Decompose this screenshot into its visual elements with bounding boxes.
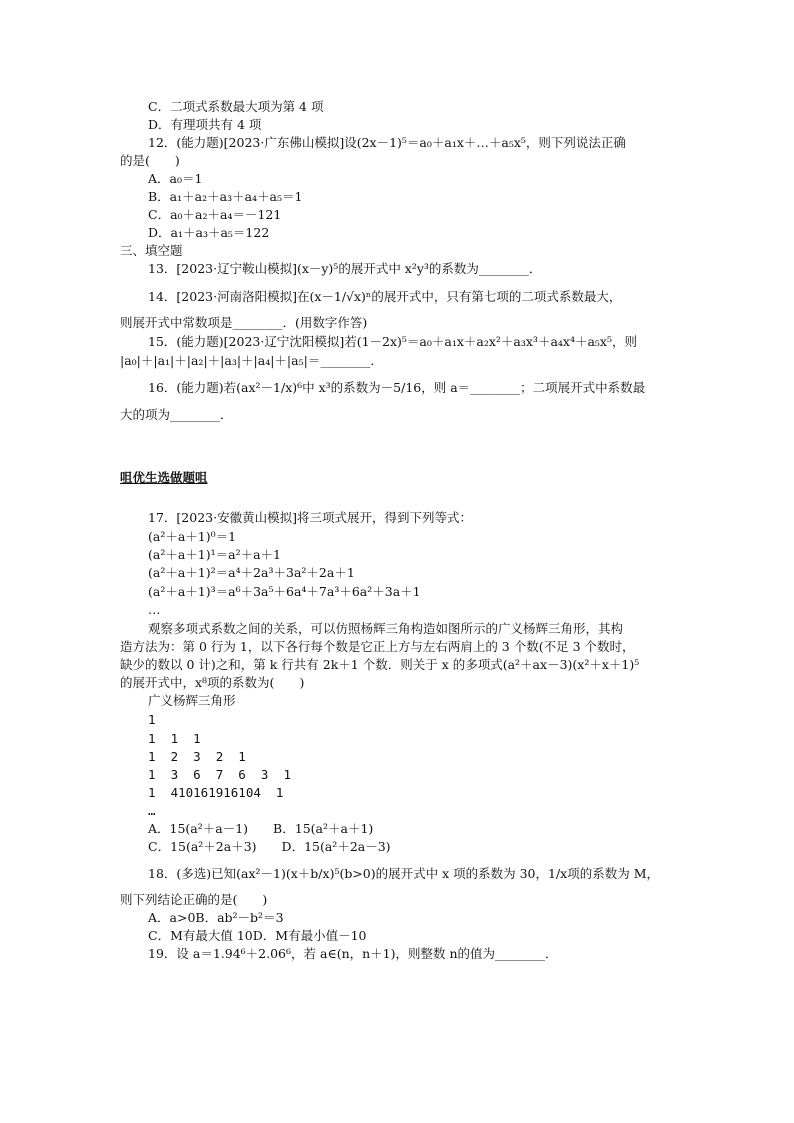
- section-heading: 咀优生选做题咀: [120, 470, 208, 485]
- question-13: 13．[2023·辽宁鞍山模拟](x－y)⁵的展开式中 x²y³的系数为________．: [148, 261, 542, 276]
- question-15: 15．(能力题)[2023·辽宁沈阳模拟]若(1－2x)⁵＝a₀＋a₁x＋a₂x²＋a₃x³＋a₄x⁴＋a₅x⁵，则: [148, 334, 637, 349]
- question-12: 12．(能力题)[2023·广东佛山模拟]设(2x－1)⁵＝a₀＋a₁x＋…＋a₅x⁵，则下列说法正确: [148, 135, 626, 150]
- triangle-row-3: 1 3 6 7 6 3 1: [148, 767, 291, 782]
- option-c-q12: C．a₀＋a₂＋a₄＝－121: [148, 207, 282, 222]
- expansion-1: (a²＋a＋1)¹＝a²＋a＋1: [148, 547, 282, 562]
- expansion-2: (a²＋a＋1)²＝a⁴＋2a³＋3a²＋2a＋1: [148, 565, 355, 580]
- triangle-row-1: 1 1 1: [148, 731, 201, 746]
- question-12-cont: 的是( ): [120, 153, 180, 168]
- question-15-cont: |a₀|＋|a₁|＋|a₂|＋|a₃|＋|a₄|＋|a₅|＝________．: [120, 353, 383, 368]
- section-fill-in: 三、填空题: [120, 243, 183, 258]
- triangle-row-0: 1: [148, 712, 156, 727]
- option-d-q11: D．有理项共有 4 项: [148, 117, 262, 132]
- option-d-q12: D．a₁＋a₃＋a₅＝122: [148, 225, 270, 240]
- question-19: 19．设 a＝1.94⁶＋2.06⁶，若 a∈(n，n＋1)，则整数 n的值为________．: [148, 946, 558, 961]
- triangle-ellipsis: …: [148, 803, 156, 818]
- triangle-title: 广义杨辉三角形: [148, 693, 236, 708]
- triangle-row-4: 1 410161916104 1: [148, 785, 284, 800]
- question-16-cont: 大的项为________．: [120, 407, 233, 422]
- question-16: 16．(能力题)若(ax²－1/x)⁶中 x³的系数为－5/16，则 a＝________；二项展开式中系数最: [148, 380, 646, 395]
- expansion-3: (a²＋a＋1)³＝a⁶＋3a⁵＋6a⁴＋7a³＋6a²＋3a＋1: [148, 584, 421, 599]
- q17-description-3: 缺少的数以 0 计)之和，第 k 行共有 2k＋1 个数．则关于 x 的多项式(a²＋ax－3)(x²＋x＋1)⁵: [120, 657, 640, 672]
- expansion-0: (a²＋a＋1)⁰＝1: [148, 529, 237, 544]
- q17-description-4: 的展开式中，x⁸项的系数为( ): [120, 675, 305, 690]
- question-18-cont: 则下列结论正确的是( ): [120, 892, 268, 907]
- option-a-q12: A．a₀＝1: [148, 171, 203, 186]
- question-14-cont: 则展开式中常数项是________．(用数字作答): [120, 315, 368, 330]
- options-ab-q17: A．15(a²＋a－1) B．15(a²＋a＋1): [148, 821, 374, 836]
- question-14: 14．[2023·河南洛阳模拟]在(x－1/√x)ⁿ的展开式中，只有第七项的二项式系数最大，: [148, 289, 622, 304]
- options-ab-q18: A．a>0B．ab²－b²＝3: [148, 910, 284, 925]
- triangle-row-2: 1 2 3 2 1: [148, 749, 246, 764]
- option-b-q12: B．a₁＋a₂＋a₃＋a₄＋a₅＝1: [148, 189, 303, 204]
- question-18: 18．(多选)已知(ax²－1)(x＋b/x)⁵(b>0)的展开式中 x 项的系数为 30，1/x项的系数为 M，: [148, 866, 659, 881]
- option-c-q11: C．二项式系数最大项为第 4 项: [148, 99, 324, 114]
- options-cd-q18: C．M有最大值 10D．M有最小值－10: [148, 928, 367, 943]
- q17-description-1: 观察多项式系数之间的关系，可以仿照杨辉三角构造如图所示的广义杨辉三角形，其构: [148, 621, 624, 636]
- options-cd-q17: C．15(a²＋2a＋3) D．15(a²＋2a－3): [148, 839, 391, 854]
- expansion-ellipsis: …: [148, 602, 161, 617]
- question-17: 17．[2023·安徽黄山模拟]将三项式展开，得到下列等式：: [148, 510, 472, 525]
- q17-description-2: 造方法为：第 0 行为 1，以下各行每个数是它正上方与左右两肩上的 3 个数(不足 3 个数时，: [120, 639, 635, 654]
